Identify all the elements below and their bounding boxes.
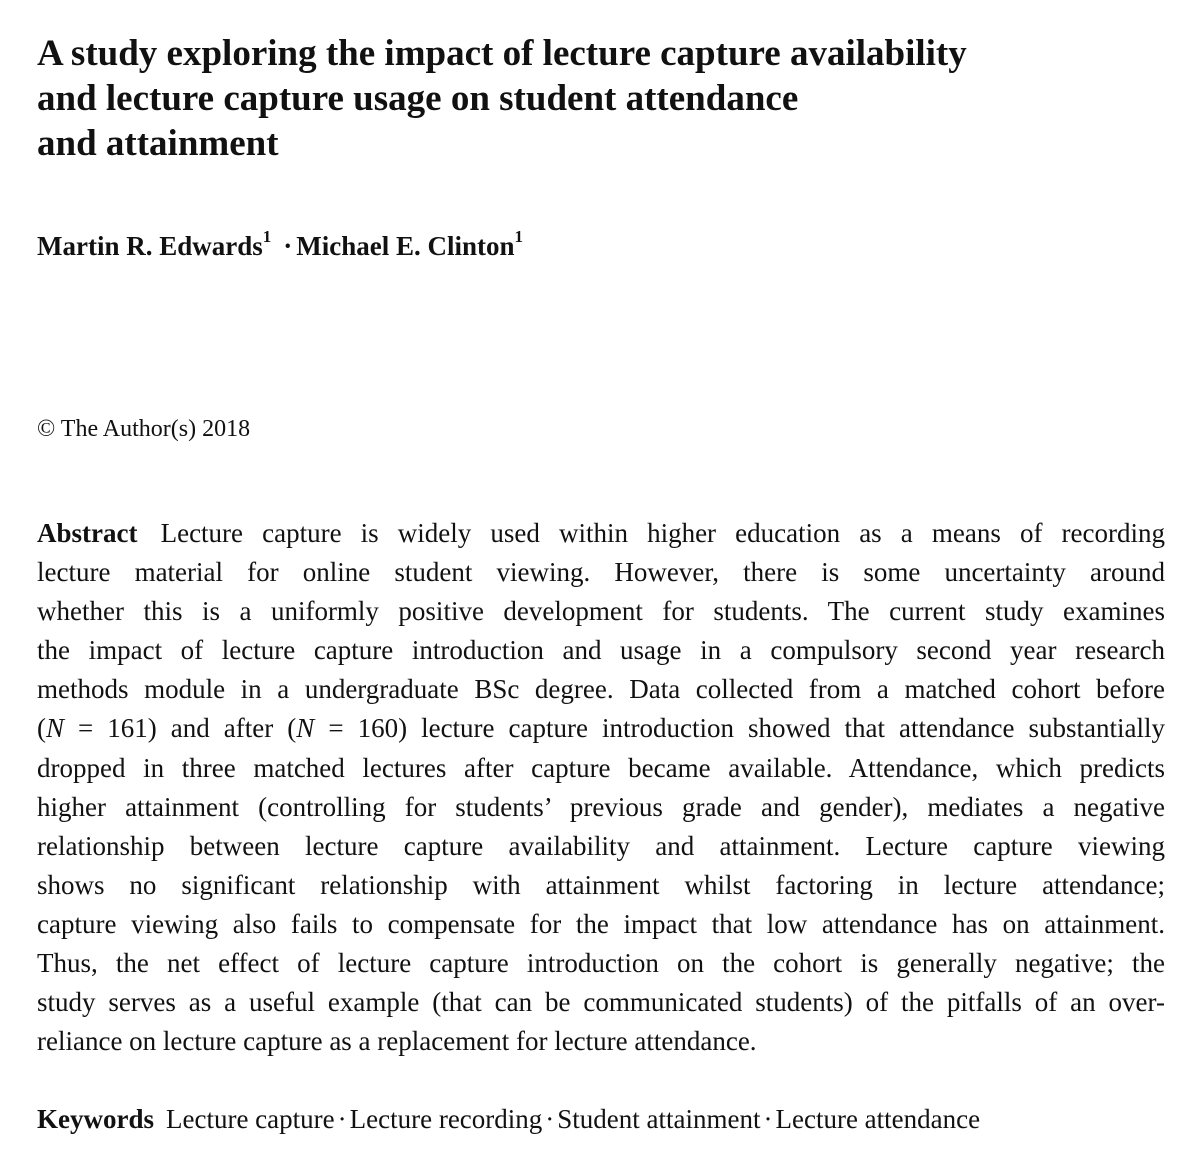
title-line: and lecture capture usage on student attendance (37, 78, 799, 119)
keyword: Student attainment (557, 1104, 761, 1134)
author-name: Michael E. Clinton (296, 231, 515, 261)
abstract-line: study serves as a useful example (that can be communicated students) of the pitfalls of an over- (37, 987, 1165, 1018)
abstract-line: Thus, the net effect of lecture capture introduction on the cohort is generally negative; the (37, 948, 1165, 979)
author-separator: · (283, 231, 293, 261)
abstract-line-text: Lecture capture is widely used within higher education as a means of recording (160, 518, 1166, 548)
abstract-line: shows no significant relationship with attainment whilst factoring in lecture attendance; (37, 869, 1165, 900)
keywords-heading: Keywords (37, 1104, 154, 1134)
author-name: Martin R. Edwards (37, 231, 263, 261)
keyword: Lecture attendance (775, 1104, 981, 1134)
title-line: A study exploring the impact of lecture capture availability (37, 33, 967, 74)
abstract-line (37, 514, 1165, 553)
abstract-line: the impact of lecture capture introduction and usage in a compulsory second year research (37, 635, 1165, 666)
abstract-line: methods module in a undergraduate BSc degree. Data collected from a matched cohort before (37, 674, 1165, 705)
keyword: Lecture recording (349, 1104, 543, 1134)
paper-title (37, 31, 1157, 166)
keyword-separator: · (763, 1104, 773, 1134)
keyword-separator: · (545, 1104, 555, 1134)
abstract-line: capture viewing also fails to compensate for the impact that low attendance has on attainment. (37, 908, 1165, 939)
author-affiliation: 1 (514, 227, 524, 246)
author-list (37, 226, 523, 266)
copyright-notice: © The Author(s) 2018 (37, 416, 251, 442)
title-line: and attainment (37, 123, 279, 164)
abstract-line: (N = 161) and after (N = 160) lecture capture introduction showed that attendance substantially (37, 713, 1165, 744)
keyword-separator: · (337, 1104, 347, 1134)
abstract-line: higher attainment (controlling for students’ previous grade and gender), mediates a negative (37, 791, 1165, 822)
author-affiliation: 1 (262, 227, 272, 246)
abstract-heading: Abstract (37, 518, 138, 548)
abstract (37, 514, 1165, 1061)
keywords (37, 1099, 980, 1139)
abstract-line: relationship between lecture capture availability and attainment. Lecture capture viewing (37, 830, 1165, 861)
abstract-line: dropped in three matched lectures after capture became available. Attendance, which predicts (37, 752, 1165, 783)
keyword: Lecture capture (166, 1104, 335, 1134)
paper-page (37, 0, 1167, 1154)
abstract-line: whether this is a uniformly positive development for students. The current study examines (37, 596, 1165, 627)
abstract-line: reliance on lecture capture as a replacement for lecture attendance. (37, 1026, 757, 1057)
abstract-line: lecture material for online student viewing. However, there is some uncertainty around (37, 557, 1165, 588)
